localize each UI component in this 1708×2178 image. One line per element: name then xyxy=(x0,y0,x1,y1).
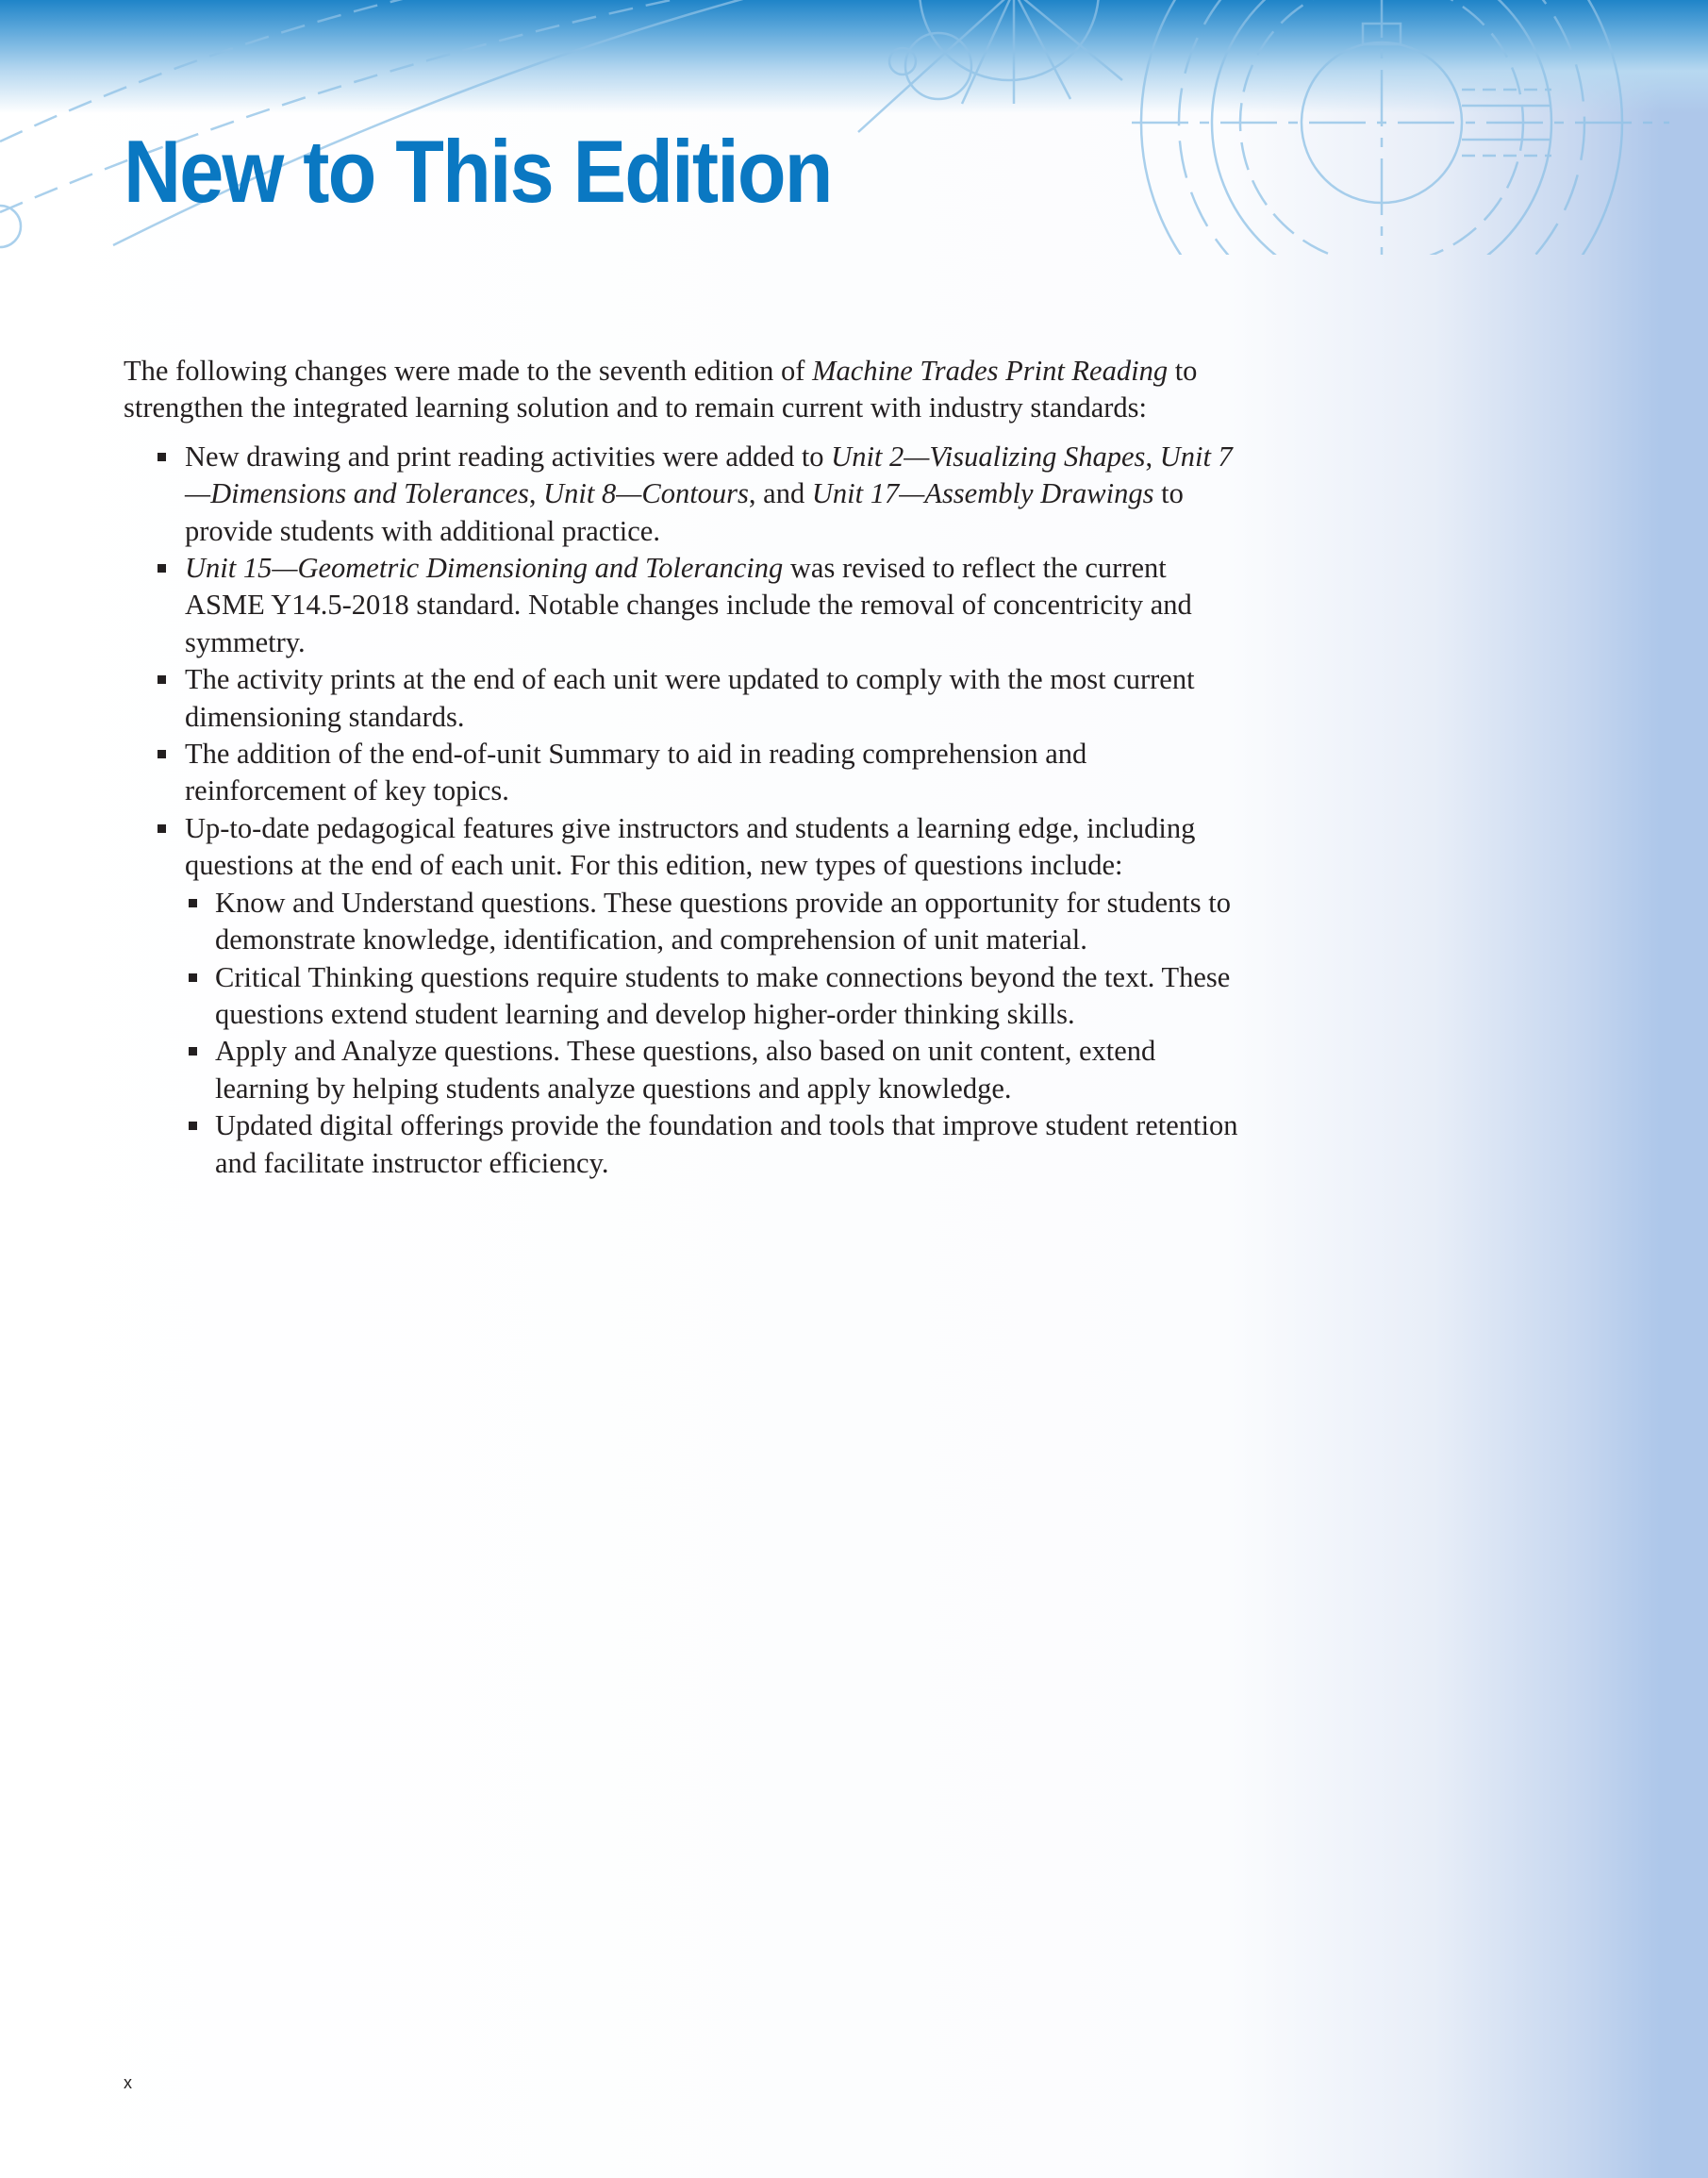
bullet-text: , xyxy=(528,477,544,510)
list-item xyxy=(185,736,1241,810)
bullet-text: The activity prints at the end of each unit were updated to comply with the most current dimensioning standards. xyxy=(185,663,1195,733)
main-content xyxy=(124,353,1241,1182)
bullet-text: , and xyxy=(748,477,812,510)
list-item xyxy=(185,439,1241,550)
unit-reference: Unit 7—Dimensions and Tolerances xyxy=(185,440,1233,510)
bullet-text: , xyxy=(1145,440,1160,473)
list-item xyxy=(185,810,1241,1182)
unit-reference: Unit 2—Visualizing Shapes xyxy=(831,440,1146,473)
intro-paragraph xyxy=(124,353,1241,427)
list-item xyxy=(185,661,1241,736)
intro-lead: The following changes were made to the seventh edition of xyxy=(124,355,813,387)
page-title: New to This Edition xyxy=(124,122,832,221)
bullet-text: was revised to reflect the current ASME Y14.5-2018 standard. Notable changes include the removal of concentricity and symmetry. xyxy=(185,552,1192,658)
bullet-text: Up-to-date pedagogical features give instructors and students a learning edge, including questions at the end of each unit. For this edition, new types of questions include: xyxy=(185,811,1196,882)
list-item: Apply and Analyze questions. These questions, also based on unit content, extend learning by helping students analyze questions and apply knowledge. xyxy=(215,1033,1241,1107)
list-item: Know and Understand questions. These questions provide an opportunity for students to demonstrate knowledge, identification, and comprehension of unit material. xyxy=(215,885,1241,959)
list-item xyxy=(185,550,1241,661)
bullet-text: The addition of the end-of-unit Summary to aid in reading comprehension and reinforcement of key topics. xyxy=(185,738,1087,807)
changes-list xyxy=(124,439,1241,1182)
bullet-text: to provide students with additional practice. xyxy=(185,477,1184,547)
list-item: Critical Thinking questions require students to make connections beyond the text. These questions extend student learning and develop higher-order thinking skills. xyxy=(215,959,1241,1034)
book-title: Machine Trades Print Reading xyxy=(812,355,1169,387)
question-types-list xyxy=(185,885,1241,1182)
unit-reference: Unit 8—Contours xyxy=(543,477,749,510)
unit-reference: Unit 17—Assembly Drawings xyxy=(811,477,1154,510)
list-item: Updated digital offerings provide the foundation and tools that improve student retention and facilitate instructor efficiency. xyxy=(215,1107,1241,1182)
page-number: x xyxy=(124,2073,132,2092)
bullet-text: New drawing and print reading activities were added to xyxy=(185,440,832,473)
intro-tail: to strengthen the integrated learning solution and to remain current with industry standards: xyxy=(124,355,1198,424)
unit-reference: Unit 15—Geometric Dimensioning and Tolerancing xyxy=(185,552,784,585)
